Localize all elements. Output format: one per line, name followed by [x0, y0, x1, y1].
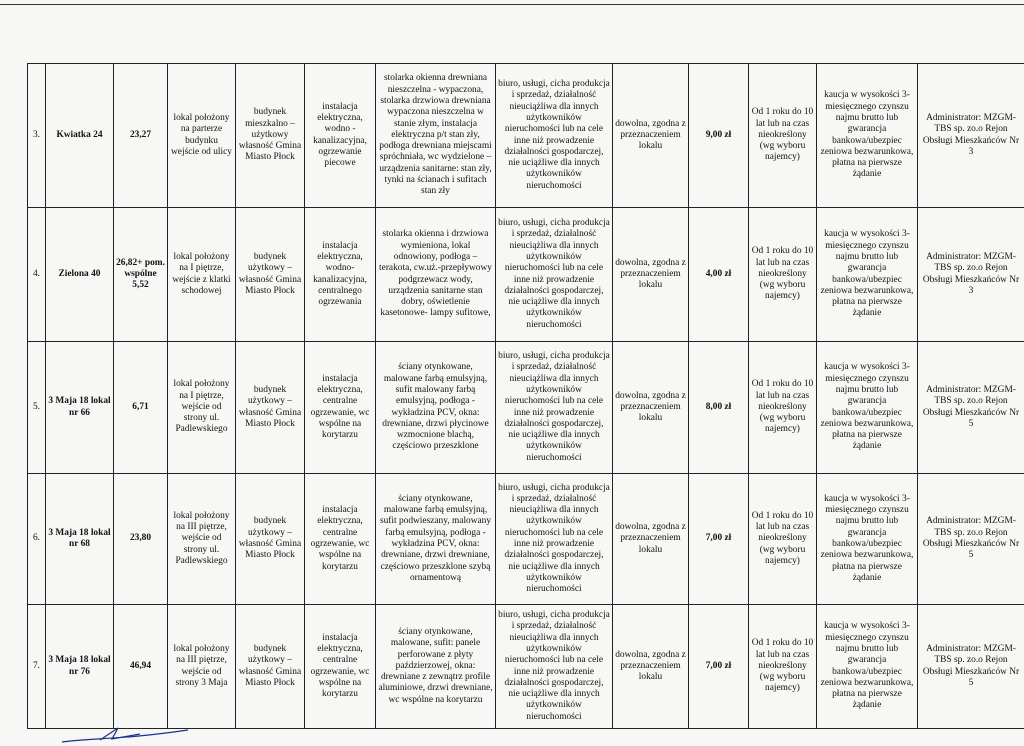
building-cell: budynek użytkowy – własność Gmina Miasto Płock: [236, 208, 305, 342]
table-row: [28, 474, 1024, 605]
term-cell: Od 1 roku do 10 lat lub na czas nieokreślony (wg wyboru najemcy): [749, 605, 817, 729]
purpose-cell: dowolna, zgodna z przeznaczeniem lokalu: [613, 342, 689, 474]
table-row: [28, 64, 1024, 208]
term-cell: Od 1 roku do 10 lat lub na czas nieokreślony (wg wyboru najemcy): [749, 208, 817, 342]
usage-cell: biuro, usługi, cicha produkcja i sprzedaż, działalność nieuciążliwa dla innych użytkowników nieruchomości lub na cele inne niż prowadzenie działalności gospodarczej, nie uciążliwe dla innych użytkowników nieruchomości: [496, 208, 613, 342]
condition-cell: stolarka okienna i drzwiowa wymieniona, lokal odnowiony, podłoga – terakota, cw.uż.-przepływowy podgrzewacz wody, urządzenia sanitarne stan dobry, oświetlenie kasetonowe- lampy sufitowe,: [376, 208, 496, 342]
address-cell: Kwiatka 24: [46, 64, 114, 208]
price-cell: 9,00 zł: [689, 64, 749, 208]
table-row: [28, 342, 1024, 474]
usage-cell: biuro, usługi, cicha produkcja i sprzedaż, działalność nieuciążliwa dla innych użytkowników nieruchomości lub na cele inne niż prowadzenie działalności gospodarczej, nie uciążliwe dla innych użytkowników nieruchomości: [496, 342, 613, 474]
usage-cell: biuro, usługi, cicha produkcja i sprzedaż, działalność nieuciążliwa dla innych użytkowników nieruchomości lub na cele inne niż prowadzenie działalności gospodarczej, nie uciążliwe dla innych użytkowników nieruchomości: [496, 605, 613, 729]
admin-cell: Administrator: MZGM-TBS sp. zo.o Rejon Obsługi Mieszkańców Nr 5: [918, 342, 1024, 474]
signature-scribble: [60, 724, 190, 746]
row-number: 3.: [28, 64, 46, 208]
page-top-edge-line: [0, 4, 1024, 5]
price-cell: 8,00 zł: [689, 342, 749, 474]
condition-cell: stolarka okienna drewniana nieszczelna - wypaczona, stolarka drzwiowa drewniana wypaczona nieszczelna w stanie złym, instalacja elektryczna p/t stan zły, podłoga drewniana miejscami spróchniała, wc wydzielone – urządzenia sanitarne: stan zły, tynki na ścianach i sufitach stan zły: [376, 64, 496, 208]
term-cell: Od 1 roku do 10 lat lub na czas nieokreślony (wg wyboru najemcy): [749, 474, 817, 605]
address-cell: Zielona 40: [46, 208, 114, 342]
price-cell: 7,00 zł: [689, 605, 749, 729]
price-cell: 7,00 zł: [689, 474, 749, 605]
premises-table: [27, 63, 1024, 729]
condition-cell: ściany otynkowane, malowane farbą emulsyjną, sufit malowany farbą emulsyjną, podłoga - wykładzina PCV, okna: drewniane, drzwi płycinowe wzmocnione blachą, częściowo przeszklone: [376, 342, 496, 474]
installations-cell: instalacja elektryczna, centralne ogrzewanie, wc wspólne na korytarzu: [305, 342, 376, 474]
row-number: 7.: [28, 605, 46, 729]
installations-cell: instalacja elektryczna, centralne ogrzewanie, wc wspólne na korytarzu: [305, 474, 376, 605]
address-cell: 3 Maja 18 lokal nr 66: [46, 342, 114, 474]
row-number: 5.: [28, 342, 46, 474]
building-cell: budynek mieszkalno – użytkowy własność Gmina Miasto Płock: [236, 64, 305, 208]
row-number: 6.: [28, 474, 46, 605]
deposit-cell: kaucja w wysokości 3-miesięcznego czynszu najmu brutto lub gwarancja bankowa/ubezpiec zeniowa bezwarunkowa, płatna na pierwsze żądanie: [817, 605, 918, 729]
address-cell: 3 Maja 18 lokal nr 68: [46, 474, 114, 605]
deposit-cell: kaucja w wysokości 3-miesięcznego czynszu najmu brutto lub gwarancja bankowa/ubezpiec zeniowa bezwarunkowa, płatna na pierwsze żądanie: [817, 208, 918, 342]
area-cell: 23,80: [114, 474, 168, 605]
building-cell: budynek użytkowy – własność Gmina Miasto Płock: [236, 342, 305, 474]
installations-cell: instalacja elektryczna, wodno - kanalizacyjna, ogrzewanie piecowe: [305, 64, 376, 208]
location-cell: lokal położony na III piętrze, wejście od strony 3 Maja: [168, 605, 236, 729]
usage-cell: biuro, usługi, cicha produkcja i sprzedaż, działalność nieuciążliwa dla innych użytkowników nieruchomości lub na cele inne niż prowadzenie działalności gospodarczej, nie uciążliwe dla innych użytkowników nieruchomości: [496, 474, 613, 605]
installations-cell: instalacja elektryczna, wodno-kanalizacyjna, centralnego ogrzewania: [305, 208, 376, 342]
deposit-cell: kaucja w wysokości 3-miesięcznego czynszu najmu brutto lub gwarancja bankowa/ubezpiec zeniowa bezwarunkowa, płatna na pierwsze żądanie: [817, 64, 918, 208]
deposit-cell: kaucja w wysokości 3-miesięcznego czynszu najmu brutto lub gwarancja bankowa/ubezpiec zeniowa bezwarunkowa, płatna na pierwsze żądanie: [817, 474, 918, 605]
area-cell: 23,27: [114, 64, 168, 208]
building-cell: budynek użytkowy – własność Gmina Miasto Płock: [236, 605, 305, 729]
deposit-cell: kaucja w wysokości 3-miesięcznego czynszu najmu brutto lub gwarancja bankowa/ubezpiec zeniowa bezwarunkowa, płatna na pierwsze żądanie: [817, 342, 918, 474]
location-cell: lokal położony na parterze budynku wejście od ulicy: [168, 64, 236, 208]
area-cell: 46,94: [114, 605, 168, 729]
location-cell: lokal położony na I piętrze, wejście od strony ul. Padlewskiego: [168, 342, 236, 474]
condition-cell: ściany otynkowane, malowane farbą emulsyjną, sufit podwieszany, malowany farbą emulsyjną, podłoga - wykładzina PCV, okna: drewniane, drzwi drewniane, częściowo przeszklone szybą ornamentową: [376, 474, 496, 605]
table-row: [28, 605, 1024, 729]
area-cell: 26,82+ pom. wspólne 5,52: [114, 208, 168, 342]
purpose-cell: dowolna, zgodna z przeznaczeniem lokalu: [613, 605, 689, 729]
condition-cell: ściany otynkowane, malowane, sufit: panele perforowane z płyty paździerzowej, okna: drewniane z zewnątrz profile aluminiowe, drzwi drewniane, wc wspólne na korytarzu: [376, 605, 496, 729]
address-cell: 3 Maja 18 lokal nr 76: [46, 605, 114, 729]
admin-cell: Administrator: MZGM-TBS sp. zo.o Rejon Obsługi Mieszkańców Nr 3: [918, 208, 1024, 342]
purpose-cell: dowolna, zgodna z przeznaczeniem lokalu: [613, 474, 689, 605]
table-row: [28, 208, 1024, 342]
admin-cell: Administrator: MZGM-TBS sp. zo.o Rejon Obsługi Mieszkańców Nr 5: [918, 474, 1024, 605]
term-cell: Od 1 roku do 10 lat lub na czas nieokreślony (wg wyboru najemcy): [749, 342, 817, 474]
usage-cell: biuro, usługi, cicha produkcja i sprzedaż, działalność nieuciążliwa dla innych użytkowników nieruchomości lub na cele inne niż prowadzenie działalności gospodarczej, nie uciążliwe dla innych użytkowników nieruchomości: [496, 64, 613, 208]
price-cell: 4,00 zł: [689, 208, 749, 342]
area-cell: 6,71: [114, 342, 168, 474]
location-cell: lokal położony na I piętrze, wejście z klatki schodowej: [168, 208, 236, 342]
row-number: 4.: [28, 208, 46, 342]
installations-cell: instalacja elektryczna, centralne ogrzewanie, wc wspólne na korytarzu: [305, 605, 376, 729]
purpose-cell: dowolna, zgodna z przeznaczeniem lokalu: [613, 208, 689, 342]
location-cell: lokal położony na III piętrze, wejście od strony ul. Padlewskiego: [168, 474, 236, 605]
term-cell: Od 1 roku do 10 lat lub na czas nieokreślony (wg wyboru najemcy): [749, 64, 817, 208]
purpose-cell: dowolna, zgodna z przeznaczeniem lokalu: [613, 64, 689, 208]
admin-cell: Administrator: MZGM-TBS sp. zo.o Rejon Obsługi Mieszkańców Nr 5: [918, 605, 1024, 729]
admin-cell: Administrator: MZGM-TBS sp. zo.o Rejon Obsługi Mieszkańców Nr 3: [918, 64, 1024, 208]
building-cell: budynek użytkowy – własność Gmina Miasto Płock: [236, 474, 305, 605]
